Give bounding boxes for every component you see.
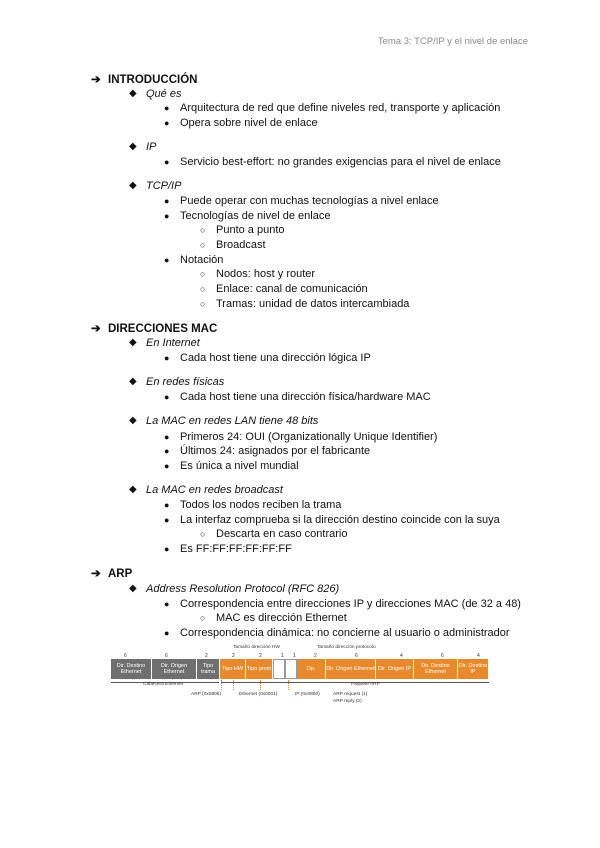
arrow-icon: ➔: [91, 74, 101, 86]
circle-bullet-icon: ○: [200, 299, 206, 309]
dot-bullet-icon: ●: [164, 255, 170, 265]
list-item: [164, 542, 292, 556]
frame-field: Dir. Origen Ethernet: [326, 659, 376, 679]
dot-bullet-icon: ●: [164, 628, 170, 638]
sub-list-item: [200, 611, 347, 625]
subtopic-label: TCP/IP: [146, 180, 182, 192]
arp-frame-diagram: [111, 645, 489, 709]
list-item: [164, 116, 318, 130]
note-pointer: [288, 680, 289, 690]
sub-list-item: [200, 527, 347, 541]
dot-bullet-icon: ●: [164, 500, 170, 510]
list-item: [164, 597, 521, 611]
list-item-text: Descarta en caso contrario: [216, 528, 348, 540]
list-item-text: MAC es dirección Ethernet: [216, 612, 347, 624]
circle-bullet-icon: ○: [200, 613, 206, 623]
subtopic-label: La MAC en redes broadcast: [146, 484, 283, 496]
section-title: INTRODUCCIÓN: [108, 74, 198, 86]
list-item-text: Todos los nodos reciben la trama: [180, 499, 342, 511]
list-item-text: Servicio best-effort: no grandes exigencias para el nivel de enlace: [180, 156, 501, 168]
field-size: 6: [355, 653, 358, 659]
circle-bullet-icon: ○: [200, 529, 206, 539]
note-pointer: [221, 680, 222, 690]
frame-field: Tipo trama: [197, 659, 220, 679]
sub-list-item: [200, 267, 315, 281]
circle-bullet-icon: ○: [200, 284, 206, 294]
dot-bullet-icon: ●: [164, 599, 170, 609]
subtopic-label: La MAC en redes LAN tiene 48 bits: [146, 415, 319, 427]
field-size: 6: [441, 653, 444, 659]
frame-field: Tipo proto: [246, 659, 273, 679]
sub-list-item: [200, 282, 368, 296]
section-heading-intro: [91, 73, 197, 87]
field-size: 4: [477, 653, 480, 659]
arrow-icon: ➔: [91, 568, 101, 580]
frame-field: Dir. Destino Ethernet: [414, 659, 458, 679]
note-arp-type: ARP (0x0806): [191, 692, 222, 697]
dot-bullet-icon: ●: [164, 211, 170, 221]
cabecera-label: Cabecera Ethernet: [143, 682, 184, 687]
dot-bullet-icon: ●: [164, 353, 170, 363]
subtopic-label: Address Resolution Protocol (RFC 826): [146, 583, 340, 595]
section-title: DIRECCIONES MAC: [108, 323, 218, 335]
field-size: 2: [259, 653, 262, 659]
diamond-bullet-icon: ◆: [129, 141, 137, 152]
dot-bullet-icon: ●: [164, 157, 170, 167]
diamond-bullet-icon: ◆: [129, 583, 137, 594]
note-arp-reply: ARP reply (2): [333, 699, 362, 704]
subtopic-mac-broadcast: [129, 483, 283, 497]
list-item-text: Notación: [180, 254, 224, 266]
list-item: [164, 194, 439, 208]
list-item-text: Tramas: unidad de datos intercambiada: [216, 298, 410, 310]
field-size: 2: [314, 653, 317, 659]
diamond-bullet-icon: ◆: [129, 180, 137, 191]
frame-field: Dir. Destino IP: [458, 659, 489, 679]
frame-field: [285, 659, 297, 679]
field-size: 2: [205, 653, 208, 659]
list-item-text: Es única a nivel mundial: [180, 460, 299, 472]
section-heading-mac: [91, 322, 217, 336]
note-pointer: [233, 680, 234, 690]
frame-field: [273, 659, 285, 679]
frame-field: Dir. Origen Ethernet: [152, 659, 197, 679]
subtopic-label: IP: [146, 141, 157, 153]
dot-bullet-icon: ●: [164, 103, 170, 113]
subtopic-tcpip: [129, 179, 181, 193]
list-item-text: Opera sobre nivel de enlace: [180, 117, 318, 129]
dot-bullet-icon: ●: [164, 461, 170, 471]
field-size: 1: [281, 653, 284, 659]
list-item: [164, 513, 500, 527]
list-item-text: Es FF:FF:FF:FF:FF:FF: [180, 543, 292, 555]
list-item: [164, 498, 341, 512]
field-sizes: [111, 649, 489, 657]
subtopic-ip: [129, 140, 156, 154]
list-item: [164, 430, 437, 444]
list-item: [164, 626, 510, 640]
dot-bullet-icon: ●: [164, 544, 170, 554]
list-item: [164, 253, 223, 267]
dot-bullet-icon: ●: [164, 196, 170, 206]
list-item: [164, 459, 299, 473]
arrow-icon: ➔: [91, 323, 101, 335]
dot-bullet-icon: ●: [164, 392, 170, 402]
subtopic-arp: [129, 582, 339, 596]
list-item: [164, 351, 371, 365]
subtopic-que-es: [129, 87, 181, 101]
diamond-bullet-icon: ◆: [129, 484, 137, 495]
list-item: [164, 155, 501, 169]
subtopic-label: Qué es: [146, 88, 182, 100]
frame-field: Tipo HW: [220, 659, 246, 679]
frame-sections: [111, 680, 489, 690]
list-item-text: Primeros 24: OUI (Organizationally Unique Identifier): [180, 431, 438, 443]
section-title: ARP: [108, 568, 133, 580]
frame-field: Dir. Destino Ethernet: [111, 659, 152, 679]
dot-bullet-icon: ●: [164, 446, 170, 456]
list-item-text: Correspondencia entre direcciones IP y direcciones MAC (de 32 a 48): [180, 598, 521, 610]
sub-list-item: [200, 238, 266, 252]
list-item: [164, 209, 330, 223]
dot-bullet-icon: ●: [164, 118, 170, 128]
list-item-text: Enlace: canal de comunicación: [216, 283, 368, 295]
list-item-text: Punto a punto: [216, 224, 285, 236]
field-size: 6: [165, 653, 168, 659]
circle-bullet-icon: ○: [200, 240, 206, 250]
sub-list-item: [200, 297, 409, 311]
field-size: 6: [124, 653, 127, 659]
note-pointer: [260, 680, 261, 690]
diamond-bullet-icon: ◆: [129, 88, 137, 99]
note-ip-type: IP (0x0800): [295, 692, 320, 697]
field-size: 1: [293, 653, 296, 659]
list-item-text: Broadcast: [216, 239, 266, 251]
list-item-text: Cada host tiene una dirección física/hardware MAC: [180, 391, 431, 403]
circle-bullet-icon: ○: [200, 269, 206, 279]
diamond-bullet-icon: ◆: [129, 376, 137, 387]
list-item: [164, 444, 370, 458]
list-item-text: Cada host tiene una dirección lógica IP: [180, 352, 371, 364]
frame-field: Op.: [297, 659, 326, 679]
note-arp-request: ARP request (1): [333, 692, 368, 697]
page-header: Tema 3: TCP/IP y el nivel de enlace: [377, 36, 528, 47]
proto-size-label: Tamaño dirección protocolo: [317, 645, 376, 650]
diamond-bullet-icon: ◆: [129, 415, 137, 426]
frame-field: Dir. Origen IP: [376, 659, 414, 679]
subtopic-label: En redes físicas: [146, 376, 225, 388]
list-item-text: Últimos 24: asignados por el fabricante: [180, 445, 371, 457]
frame-fields: [111, 659, 489, 679]
circle-bullet-icon: ○: [200, 225, 206, 235]
sub-list-item: [200, 223, 285, 237]
list-item-text: Correspondencia dinámica: no concierne al usuario o administrador: [180, 627, 510, 639]
subtopic-label: En Internet: [146, 337, 200, 349]
list-item-text: Tecnologías de nivel de enlace: [180, 210, 331, 222]
list-item-text: Puede operar con muchas tecnologías a nivel enlace: [180, 195, 439, 207]
hw-size-label: Tamaño dirección HW: [233, 645, 280, 650]
list-item: [164, 390, 431, 404]
section-heading-arp: [91, 567, 132, 581]
subtopic-mac-lan: [129, 414, 318, 428]
paquete-label: Paquete ARP: [351, 682, 380, 687]
subtopic-internet: [129, 336, 200, 350]
dot-bullet-icon: ●: [164, 515, 170, 525]
dot-bullet-icon: ●: [164, 432, 170, 442]
field-size: 2: [232, 653, 235, 659]
subtopic-redes-fisicas: [129, 375, 224, 389]
list-item: [164, 101, 500, 115]
field-size: 4: [400, 653, 403, 659]
list-item-text: Arquitectura de red que define niveles red, transporte y aplicación: [180, 102, 501, 114]
diamond-bullet-icon: ◆: [129, 337, 137, 348]
list-item-text: La interfaz comprueba si la dirección destino coincide con la suya: [180, 514, 500, 526]
list-item-text: Nodos: host y router: [216, 268, 316, 280]
note-ethernet-type: Ethernet (0x0001): [239, 692, 278, 697]
